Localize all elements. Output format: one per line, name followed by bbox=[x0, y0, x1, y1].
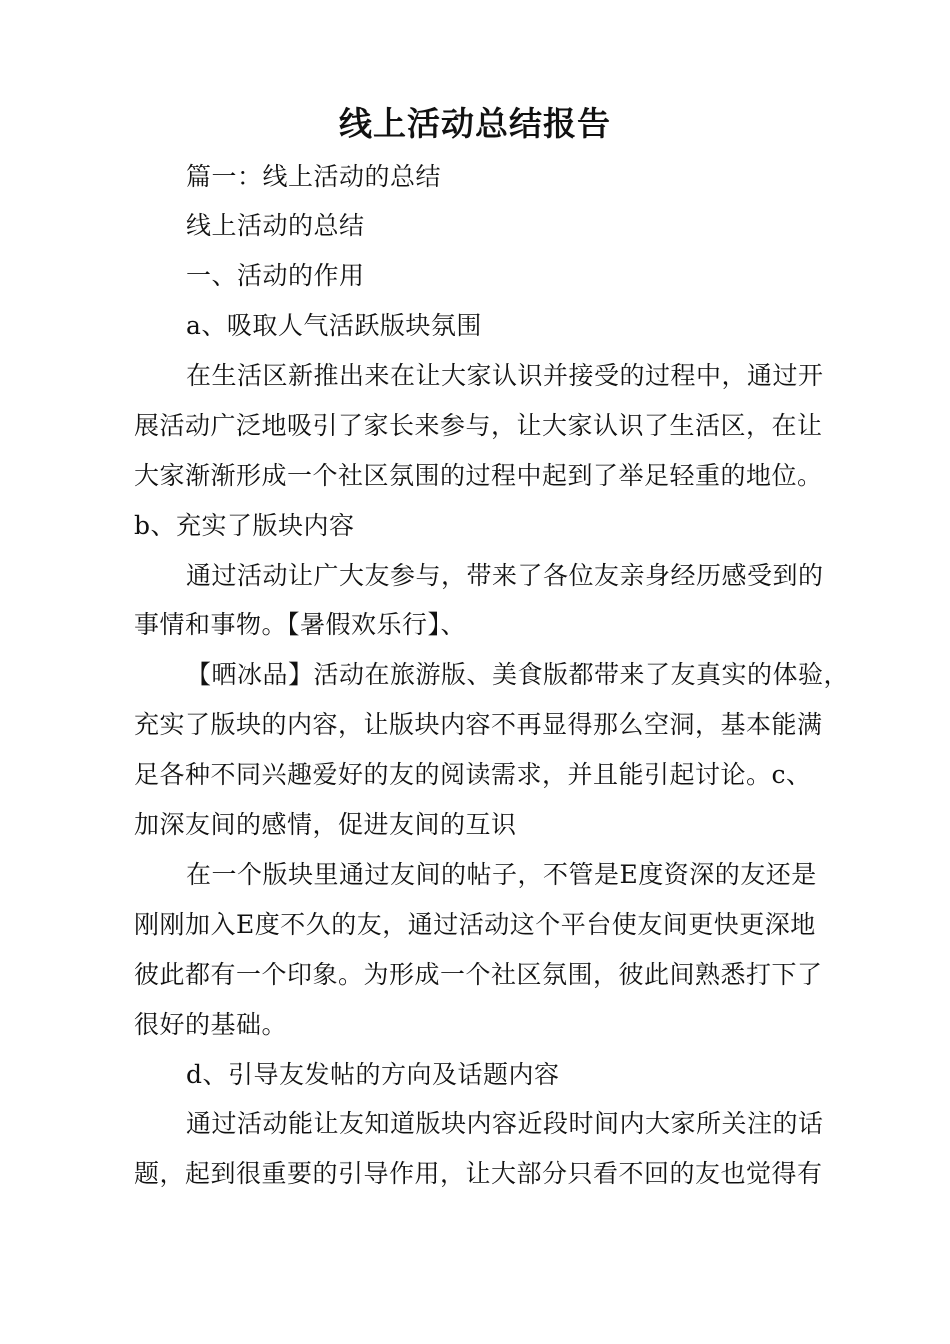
sub-heading: 加深友间的感情，促进友间的互识 bbox=[134, 810, 517, 839]
paragraph-line: 刚刚加入E度不久的友，通过活动这个平台使友间更快更深地 bbox=[134, 910, 816, 939]
sub-heading: d、引导友发帖的方向及话题内容 bbox=[186, 1060, 560, 1089]
subtitle: 线上活动的总结 bbox=[186, 211, 365, 240]
paragraph-line: 充实了版块的内容，让版块内容不再显得那么空洞，基本能满 bbox=[134, 710, 823, 739]
paragraph-line: 彼此都有一个印象。为形成一个社区氛围，彼此间熟悉打下了 bbox=[134, 960, 823, 989]
paragraph-line: 足各种不同兴趣爱好的友的阅读需求，并且能引起讨论。c、 bbox=[134, 760, 812, 789]
section-heading: 一、活动的作用 bbox=[186, 261, 365, 290]
paragraph-line: 通过活动能让友知道版块内容近段时间内大家所关注的话 bbox=[186, 1109, 824, 1138]
paragraph-line: 通过活动让广大友参与，带来了各位友亲身经历感受到的 bbox=[186, 561, 824, 590]
paragraph-line: 很好的基础。 bbox=[134, 1010, 288, 1039]
paragraph-line: 事情和事物。【暑假欢乐行】、 bbox=[134, 610, 467, 639]
sub-heading: a、吸取人气活跃版块氛围 bbox=[186, 311, 482, 340]
paragraph-line: 大家渐渐形成一个社区氛围的过程中起到了举足轻重的地位。 bbox=[134, 461, 823, 490]
paragraph-line: 展活动广泛地吸引了家长来参与，让大家认识了生活区，在让 bbox=[134, 411, 823, 440]
sub-heading: b、充实了版块内容 bbox=[134, 511, 355, 540]
section-heading: 篇一：线上活动的总结 bbox=[186, 162, 442, 191]
paragraph-line: 在生活区新推出来在让大家认识并接受的过程中，通过开 bbox=[186, 361, 824, 390]
paragraph-line: 题，起到很重要的引导作用，让大部分只看不回的友也觉得有 bbox=[134, 1159, 823, 1188]
document-title: 线上活动总结报告 bbox=[339, 104, 611, 143]
paragraph-line: 在一个版块里通过友间的帖子，不管是E度资深的友还是 bbox=[186, 860, 817, 889]
paragraph-line: 【晒冰品】活动在旅游版、美食版都带来了友真实的体验， bbox=[186, 660, 850, 689]
